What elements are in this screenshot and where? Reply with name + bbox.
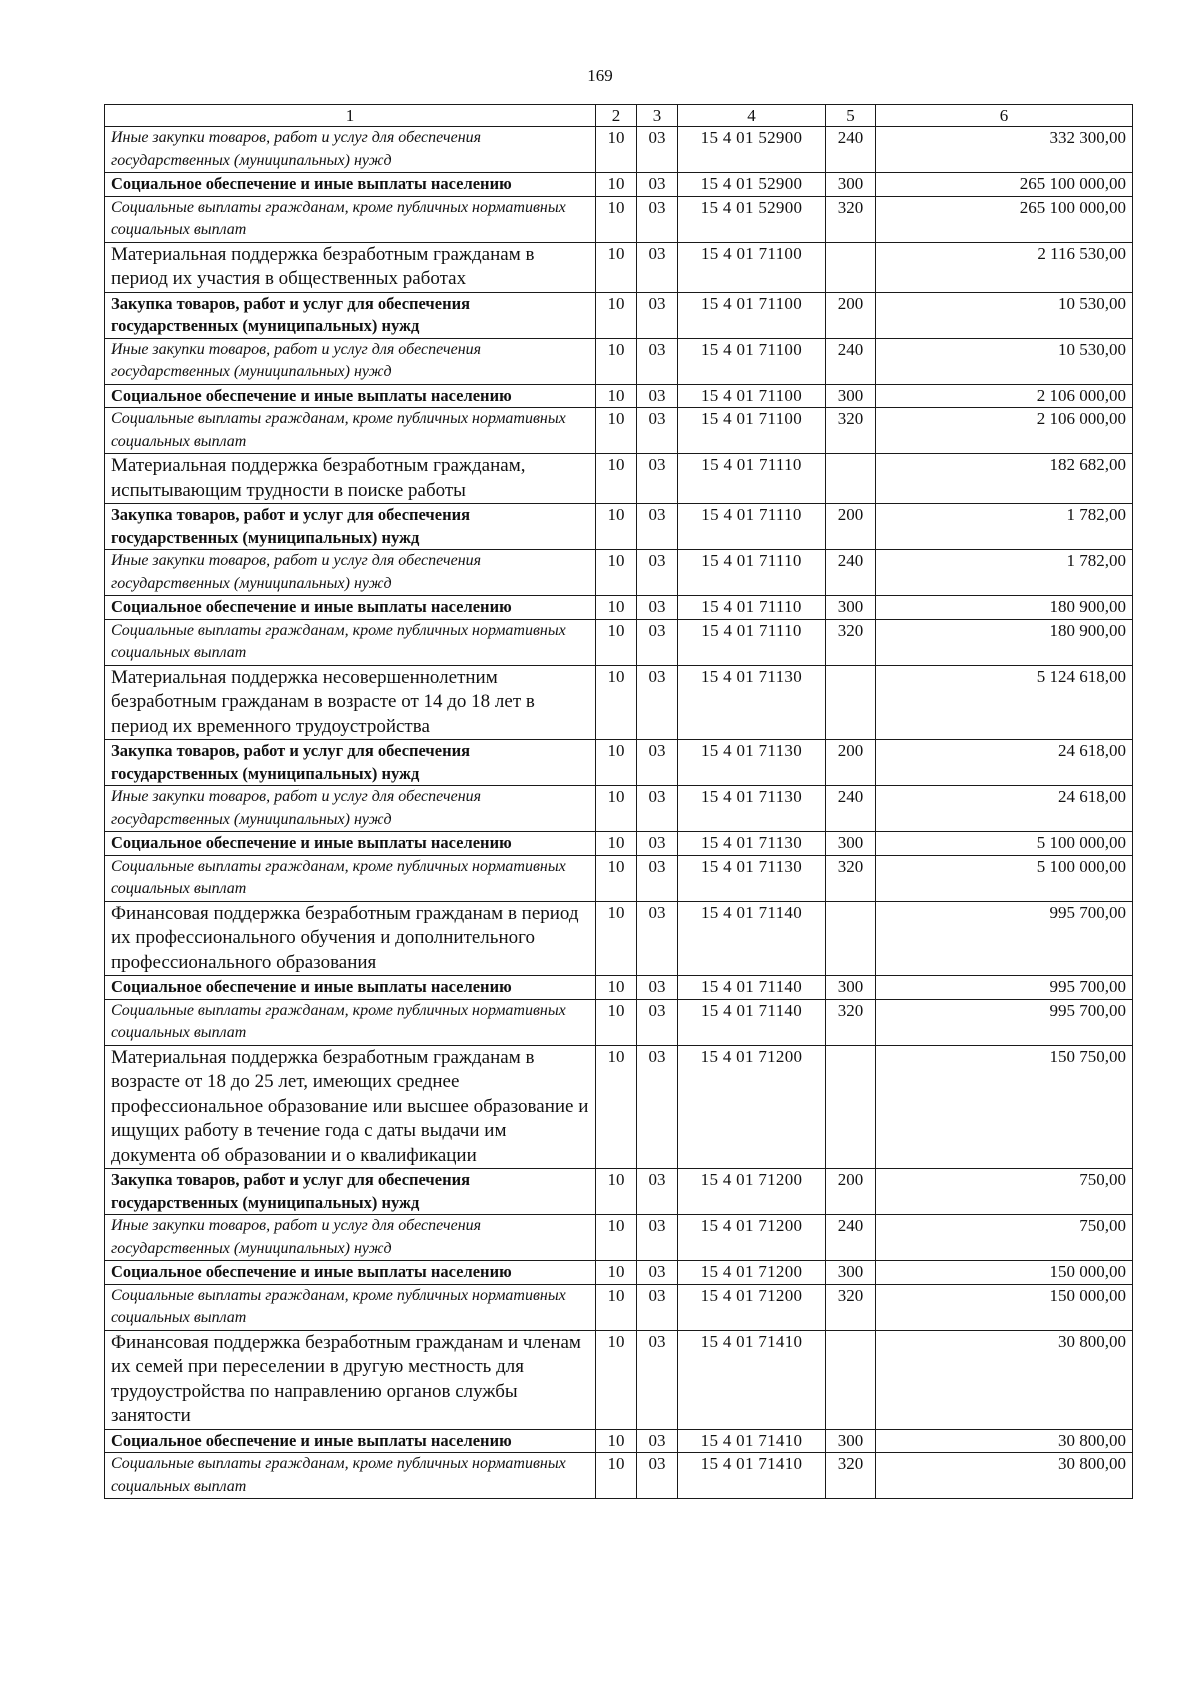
row-name-cell: Социальные выплаты гражданам, кроме публичных нормативных социальных выплат [105, 999, 596, 1045]
row-name-cell: Финансовая поддержка безработным гражданам в период их профессионального обучения и дополнительного профессионального образования [105, 901, 596, 976]
row-target-article-cell: 15 4 01 71100 [678, 338, 826, 384]
row-section-cell: 10 [596, 619, 637, 665]
table-row [105, 1330, 1133, 1429]
row-amount-cell: 10 530,00 [876, 292, 1133, 338]
row-expense-type-cell: 240 [826, 127, 876, 173]
row-amount-cell: 1 782,00 [876, 504, 1133, 550]
row-subsection-cell: 03 [637, 1284, 678, 1330]
row-amount-cell: 30 800,00 [876, 1453, 1133, 1499]
row-section-cell: 10 [596, 786, 637, 832]
row-name-cell: Социальное обеспечение и иные выплаты населению [105, 1429, 596, 1453]
table-row [105, 1261, 1133, 1285]
column-header-expense-type: 5 [826, 105, 876, 127]
row-amount-cell: 30 800,00 [876, 1330, 1133, 1429]
row-name-cell: Социальные выплаты гражданам, кроме публичных нормативных социальных выплат [105, 196, 596, 242]
row-amount-cell: 265 100 000,00 [876, 173, 1133, 197]
row-subsection-cell: 03 [637, 901, 678, 976]
row-amount-cell: 180 900,00 [876, 596, 1133, 620]
table-row [105, 619, 1133, 665]
row-expense-type-cell: 320 [826, 1284, 876, 1330]
row-expense-type-cell [826, 454, 876, 504]
row-amount-cell: 265 100 000,00 [876, 196, 1133, 242]
table-row [105, 1284, 1133, 1330]
table-row [105, 408, 1133, 454]
row-section-cell: 10 [596, 408, 637, 454]
row-section-cell: 10 [596, 504, 637, 550]
row-expense-type-cell: 300 [826, 173, 876, 197]
row-target-article-cell: 15 4 01 71130 [678, 740, 826, 786]
row-name-cell: Материальная поддержка безработным гражданам в период их участия в общественных работах [105, 242, 596, 292]
table-row [105, 596, 1133, 620]
row-expense-type-cell: 240 [826, 1215, 876, 1261]
table-row [105, 242, 1133, 292]
row-expense-type-cell: 200 [826, 504, 876, 550]
row-target-article-cell: 15 4 01 71410 [678, 1330, 826, 1429]
row-target-article-cell: 15 4 01 71200 [678, 1215, 826, 1261]
row-expense-type-cell: 200 [826, 292, 876, 338]
row-subsection-cell: 03 [637, 1045, 678, 1169]
row-subsection-cell: 03 [637, 855, 678, 901]
row-section-cell: 10 [596, 1169, 637, 1215]
column-header-section: 2 [596, 105, 637, 127]
row-section-cell: 10 [596, 384, 637, 408]
table-row [105, 665, 1133, 740]
column-header-amount: 6 [876, 105, 1133, 127]
table-row [105, 901, 1133, 976]
row-amount-cell: 750,00 [876, 1169, 1133, 1215]
row-expense-type-cell: 320 [826, 855, 876, 901]
row-subsection-cell: 03 [637, 665, 678, 740]
row-expense-type-cell: 320 [826, 196, 876, 242]
row-section-cell: 10 [596, 832, 637, 856]
row-amount-cell: 2 116 530,00 [876, 242, 1133, 292]
row-target-article-cell: 15 4 01 71410 [678, 1453, 826, 1499]
row-expense-type-cell: 300 [826, 1261, 876, 1285]
row-subsection-cell: 03 [637, 384, 678, 408]
row-name-cell: Закупка товаров, работ и услуг для обеспечения государственных (муниципальных) нужд [105, 740, 596, 786]
row-amount-cell: 1 782,00 [876, 550, 1133, 596]
row-name-cell: Социальное обеспечение и иные выплаты населению [105, 1261, 596, 1285]
row-target-article-cell: 15 4 01 71130 [678, 832, 826, 856]
row-amount-cell: 5 100 000,00 [876, 832, 1133, 856]
row-amount-cell: 5 100 000,00 [876, 855, 1133, 901]
row-expense-type-cell: 320 [826, 1453, 876, 1499]
row-amount-cell: 2 106 000,00 [876, 384, 1133, 408]
row-section-cell: 10 [596, 173, 637, 197]
row-subsection-cell: 03 [637, 1453, 678, 1499]
row-name-cell: Социальное обеспечение и иные выплаты населению [105, 173, 596, 197]
row-section-cell: 10 [596, 1045, 637, 1169]
row-section-cell: 10 [596, 855, 637, 901]
row-name-cell: Закупка товаров, работ и услуг для обеспечения государственных (муниципальных) нужд [105, 504, 596, 550]
row-expense-type-cell: 200 [826, 1169, 876, 1215]
table-row [105, 504, 1133, 550]
column-header-name: 1 [105, 105, 596, 127]
table-row [105, 1429, 1133, 1453]
row-name-cell: Социальные выплаты гражданам, кроме публичных нормативных социальных выплат [105, 619, 596, 665]
row-target-article-cell: 15 4 01 71200 [678, 1045, 826, 1169]
budget-table [104, 104, 1133, 1499]
row-expense-type-cell [826, 1330, 876, 1429]
row-subsection-cell: 03 [637, 292, 678, 338]
row-section-cell: 10 [596, 976, 637, 1000]
row-target-article-cell: 15 4 01 71110 [678, 596, 826, 620]
row-name-cell: Социальные выплаты гражданам, кроме публичных нормативных социальных выплат [105, 1284, 596, 1330]
table-row [105, 999, 1133, 1045]
row-subsection-cell: 03 [637, 504, 678, 550]
row-name-cell: Иные закупки товаров, работ и услуг для обеспечения государственных (муниципальных) нужд [105, 550, 596, 596]
row-target-article-cell: 15 4 01 71100 [678, 292, 826, 338]
row-subsection-cell: 03 [637, 619, 678, 665]
row-target-article-cell: 15 4 01 71110 [678, 619, 826, 665]
row-subsection-cell: 03 [637, 338, 678, 384]
row-expense-type-cell: 300 [826, 1429, 876, 1453]
row-subsection-cell: 03 [637, 454, 678, 504]
table-row [105, 196, 1133, 242]
row-amount-cell: 332 300,00 [876, 127, 1133, 173]
row-amount-cell: 24 618,00 [876, 740, 1133, 786]
row-subsection-cell: 03 [637, 408, 678, 454]
row-target-article-cell: 15 4 01 71100 [678, 242, 826, 292]
table-row [105, 384, 1133, 408]
column-header-subsection: 3 [637, 105, 678, 127]
row-name-cell: Материальная поддержка несовершеннолетним безработным гражданам в возрасте от 14 до 18 лет в период их временного трудоустройства [105, 665, 596, 740]
row-subsection-cell: 03 [637, 832, 678, 856]
row-expense-type-cell: 200 [826, 740, 876, 786]
row-target-article-cell: 15 4 01 71130 [678, 665, 826, 740]
row-target-article-cell: 15 4 01 52900 [678, 196, 826, 242]
row-target-article-cell: 15 4 01 52900 [678, 127, 826, 173]
row-section-cell: 10 [596, 999, 637, 1045]
row-target-article-cell: 15 4 01 52900 [678, 173, 826, 197]
row-subsection-cell: 03 [637, 1261, 678, 1285]
row-expense-type-cell: 300 [826, 832, 876, 856]
row-name-cell: Социальное обеспечение и иные выплаты населению [105, 596, 596, 620]
row-name-cell: Иные закупки товаров, работ и услуг для обеспечения государственных (муниципальных) нужд [105, 786, 596, 832]
table-header-row [105, 105, 1133, 127]
page-number: 169 [587, 66, 613, 85]
row-target-article-cell: 15 4 01 71140 [678, 999, 826, 1045]
row-section-cell: 10 [596, 196, 637, 242]
row-subsection-cell: 03 [637, 740, 678, 786]
row-section-cell: 10 [596, 1284, 637, 1330]
row-name-cell: Иные закупки товаров, работ и услуг для обеспечения государственных (муниципальных) нужд [105, 127, 596, 173]
row-name-cell: Социальные выплаты гражданам, кроме публичных нормативных социальных выплат [105, 1453, 596, 1499]
row-amount-cell: 150 000,00 [876, 1261, 1133, 1285]
row-subsection-cell: 03 [637, 999, 678, 1045]
row-target-article-cell: 15 4 01 71100 [678, 408, 826, 454]
row-target-article-cell: 15 4 01 71100 [678, 384, 826, 408]
row-expense-type-cell [826, 242, 876, 292]
row-expense-type-cell: 300 [826, 976, 876, 1000]
row-target-article-cell: 15 4 01 71200 [678, 1169, 826, 1215]
row-amount-cell: 180 900,00 [876, 619, 1133, 665]
row-target-article-cell: 15 4 01 71110 [678, 454, 826, 504]
row-subsection-cell: 03 [637, 242, 678, 292]
row-name-cell: Социальные выплаты гражданам, кроме публичных нормативных социальных выплат [105, 408, 596, 454]
table-row [105, 1045, 1133, 1169]
row-expense-type-cell: 240 [826, 338, 876, 384]
row-section-cell: 10 [596, 454, 637, 504]
row-subsection-cell: 03 [637, 1215, 678, 1261]
row-subsection-cell: 03 [637, 976, 678, 1000]
row-target-article-cell: 15 4 01 71140 [678, 976, 826, 1000]
row-target-article-cell: 15 4 01 71200 [678, 1284, 826, 1330]
table-row [105, 976, 1133, 1000]
row-section-cell: 10 [596, 1429, 637, 1453]
row-amount-cell: 750,00 [876, 1215, 1133, 1261]
row-target-article-cell: 15 4 01 71410 [678, 1429, 826, 1453]
table-row [105, 832, 1133, 856]
row-name-cell: Материальная поддержка безработным гражданам, испытывающим трудности в поиске работы [105, 454, 596, 504]
table-row [105, 740, 1133, 786]
row-section-cell: 10 [596, 1330, 637, 1429]
row-amount-cell: 30 800,00 [876, 1429, 1133, 1453]
row-section-cell: 10 [596, 242, 637, 292]
row-name-cell: Иные закупки товаров, работ и услуг для обеспечения государственных (муниципальных) нужд [105, 1215, 596, 1261]
row-section-cell: 10 [596, 901, 637, 976]
row-section-cell: 10 [596, 127, 637, 173]
row-name-cell: Закупка товаров, работ и услуг для обеспечения государственных (муниципальных) нужд [105, 292, 596, 338]
table-row [105, 550, 1133, 596]
row-target-article-cell: 15 4 01 71110 [678, 550, 826, 596]
row-section-cell: 10 [596, 1453, 637, 1499]
row-target-article-cell: 15 4 01 71130 [678, 786, 826, 832]
row-expense-type-cell: 300 [826, 596, 876, 620]
row-amount-cell: 24 618,00 [876, 786, 1133, 832]
table-row [105, 855, 1133, 901]
row-amount-cell: 2 106 000,00 [876, 408, 1133, 454]
row-expense-type-cell: 240 [826, 550, 876, 596]
row-amount-cell: 995 700,00 [876, 976, 1133, 1000]
row-section-cell: 10 [596, 740, 637, 786]
row-subsection-cell: 03 [637, 1169, 678, 1215]
row-target-article-cell: 15 4 01 71140 [678, 901, 826, 976]
row-amount-cell: 182 682,00 [876, 454, 1133, 504]
row-name-cell: Финансовая поддержка безработным гражданам и членам их семей при переселении в другую местность для трудоустройства по направлению органов службы занятости [105, 1330, 596, 1429]
row-expense-type-cell [826, 901, 876, 976]
row-amount-cell: 150 750,00 [876, 1045, 1133, 1169]
row-section-cell: 10 [596, 1261, 637, 1285]
row-section-cell: 10 [596, 596, 637, 620]
row-amount-cell: 995 700,00 [876, 999, 1133, 1045]
row-name-cell: Социальные выплаты гражданам, кроме публичных нормативных социальных выплат [105, 855, 596, 901]
row-expense-type-cell: 320 [826, 619, 876, 665]
row-name-cell: Социальное обеспечение и иные выплаты населению [105, 384, 596, 408]
row-name-cell: Иные закупки товаров, работ и услуг для обеспечения государственных (муниципальных) нужд [105, 338, 596, 384]
table-row [105, 127, 1133, 173]
table-row [105, 1453, 1133, 1499]
row-name-cell: Закупка товаров, работ и услуг для обеспечения государственных (муниципальных) нужд [105, 1169, 596, 1215]
table-row [105, 454, 1133, 504]
row-name-cell: Материальная поддержка безработным гражданам в возрасте от 18 до 25 лет, имеющих среднее профессиональное образование или высшее образование и ищущих работу в течение года с даты выдачи им документа об образовании и о квалификации [105, 1045, 596, 1169]
row-amount-cell: 150 000,00 [876, 1284, 1133, 1330]
row-expense-type-cell: 320 [826, 408, 876, 454]
table-row [105, 786, 1133, 832]
row-target-article-cell: 15 4 01 71200 [678, 1261, 826, 1285]
row-target-article-cell: 15 4 01 71110 [678, 504, 826, 550]
table-body [105, 127, 1133, 1499]
row-amount-cell: 995 700,00 [876, 901, 1133, 976]
row-section-cell: 10 [596, 338, 637, 384]
row-section-cell: 10 [596, 665, 637, 740]
row-amount-cell: 5 124 618,00 [876, 665, 1133, 740]
row-subsection-cell: 03 [637, 550, 678, 596]
row-name-cell: Социальное обеспечение и иные выплаты населению [105, 832, 596, 856]
row-section-cell: 10 [596, 550, 637, 596]
table-row [105, 173, 1133, 197]
row-subsection-cell: 03 [637, 1429, 678, 1453]
row-subsection-cell: 03 [637, 786, 678, 832]
row-subsection-cell: 03 [637, 196, 678, 242]
table-row [105, 1215, 1133, 1261]
row-name-cell: Социальное обеспечение и иные выплаты населению [105, 976, 596, 1000]
row-expense-type-cell: 240 [826, 786, 876, 832]
table-row [105, 338, 1133, 384]
row-amount-cell: 10 530,00 [876, 338, 1133, 384]
row-expense-type-cell: 320 [826, 999, 876, 1045]
row-subsection-cell: 03 [637, 127, 678, 173]
row-expense-type-cell [826, 665, 876, 740]
row-subsection-cell: 03 [637, 173, 678, 197]
row-expense-type-cell: 300 [826, 384, 876, 408]
row-subsection-cell: 03 [637, 1330, 678, 1429]
table-row [105, 1169, 1133, 1215]
row-subsection-cell: 03 [637, 596, 678, 620]
row-expense-type-cell [826, 1045, 876, 1169]
column-header-target-article: 4 [678, 105, 826, 127]
row-section-cell: 10 [596, 1215, 637, 1261]
row-section-cell: 10 [596, 292, 637, 338]
table-row [105, 292, 1133, 338]
row-target-article-cell: 15 4 01 71130 [678, 855, 826, 901]
